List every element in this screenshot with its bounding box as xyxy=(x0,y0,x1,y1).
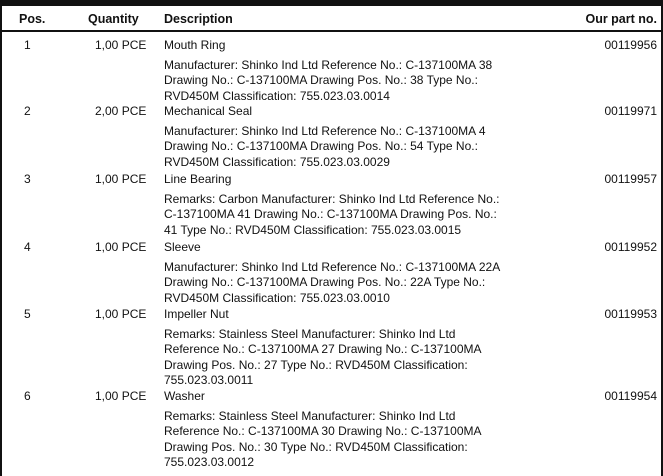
row-part-no: 00119957 xyxy=(604,172,657,186)
row-part-no: 00119956 xyxy=(604,38,657,52)
row-detail: Manufacturer: Shinko Ind Ltd Reference No.: C-137100MA 22A Drawing No.: C-137100MA Drawing Pos. No.: 22A Type No.: RVD450M Classification: 755.023.03.0010 xyxy=(164,259,500,305)
row-description xyxy=(164,307,564,389)
row-part-no: 00119952 xyxy=(604,240,657,254)
row-pos: 5 xyxy=(24,307,31,321)
row-pos: 4 xyxy=(24,240,31,254)
row-pos: 2 xyxy=(24,104,31,118)
row-title: Washer xyxy=(164,389,205,403)
row-description xyxy=(164,240,564,306)
header-part-no: Our part no. xyxy=(585,12,657,26)
row-description xyxy=(164,389,564,471)
row-detail: Remarks: Stainless Steel Manufacturer: Shinko Ind Ltd Reference No.: C-137100MA 27 Drawing No.: C-137100MA Drawing Pos. No.: 27 Type No.: RVD450M Classification: 755.023.03.0011 xyxy=(164,326,481,387)
row-title: Mouth Ring xyxy=(164,38,226,52)
table-header xyxy=(0,6,663,32)
row-detail: Manufacturer: Shinko Ind Ltd Reference No.: C-137100MA 38 Drawing No.: C-137100MA Drawing Pos. No.: 38 Type No.: RVD450M Classification: 755.023.03.0014 xyxy=(164,57,493,103)
row-title: Mechanical Seal xyxy=(164,104,253,118)
header-divider xyxy=(2,30,661,32)
header-pos: Pos. xyxy=(19,12,46,26)
row-detail: Remarks: Carbon Manufacturer: Shinko Ind Ltd Reference No.: C-137100MA 41 Drawing No.: C-137100MA Drawing Pos. No.: 41 Type No.: RVD450M Classification: 755.023.03.0015 xyxy=(164,191,500,237)
row-title: Line Bearing xyxy=(164,172,232,186)
row-quantity: 1,00 PCE xyxy=(95,240,147,254)
row-description xyxy=(164,172,564,238)
row-detail: Manufacturer: Shinko Ind Ltd Reference No.: C-137100MA 4 Drawing No.: C-137100MA Drawing Pos. No.: 54 Type No.: RVD450M Classification: 755.023.03.0029 xyxy=(164,123,486,169)
row-pos: 3 xyxy=(24,172,31,186)
row-detail: Remarks: Stainless Steel Manufacturer: Shinko Ind Ltd Reference No.: C-137100MA 30 Drawing No.: C-137100MA Drawing Pos. No.: 30 Type No.: RVD450M Classification: 755.023.03.0012 xyxy=(164,408,481,469)
row-description xyxy=(164,104,564,170)
row-description xyxy=(164,38,564,104)
row-quantity: 1,00 PCE xyxy=(95,38,147,52)
header-description: Description xyxy=(164,12,233,26)
row-part-no: 00119971 xyxy=(604,104,657,118)
row-pos: 6 xyxy=(24,389,31,403)
row-title: Sleeve xyxy=(164,240,201,254)
row-pos: 1 xyxy=(24,38,31,52)
header-quantity: Quantity xyxy=(88,12,139,26)
row-quantity: 2,00 PCE xyxy=(95,104,147,118)
row-quantity: 1,00 PCE xyxy=(95,172,147,186)
row-part-no: 00119954 xyxy=(604,389,657,403)
row-part-no: 00119953 xyxy=(604,307,657,321)
row-quantity: 1,00 PCE xyxy=(95,307,147,321)
row-quantity: 1,00 PCE xyxy=(95,389,147,403)
row-title: Impeller Nut xyxy=(164,307,229,321)
